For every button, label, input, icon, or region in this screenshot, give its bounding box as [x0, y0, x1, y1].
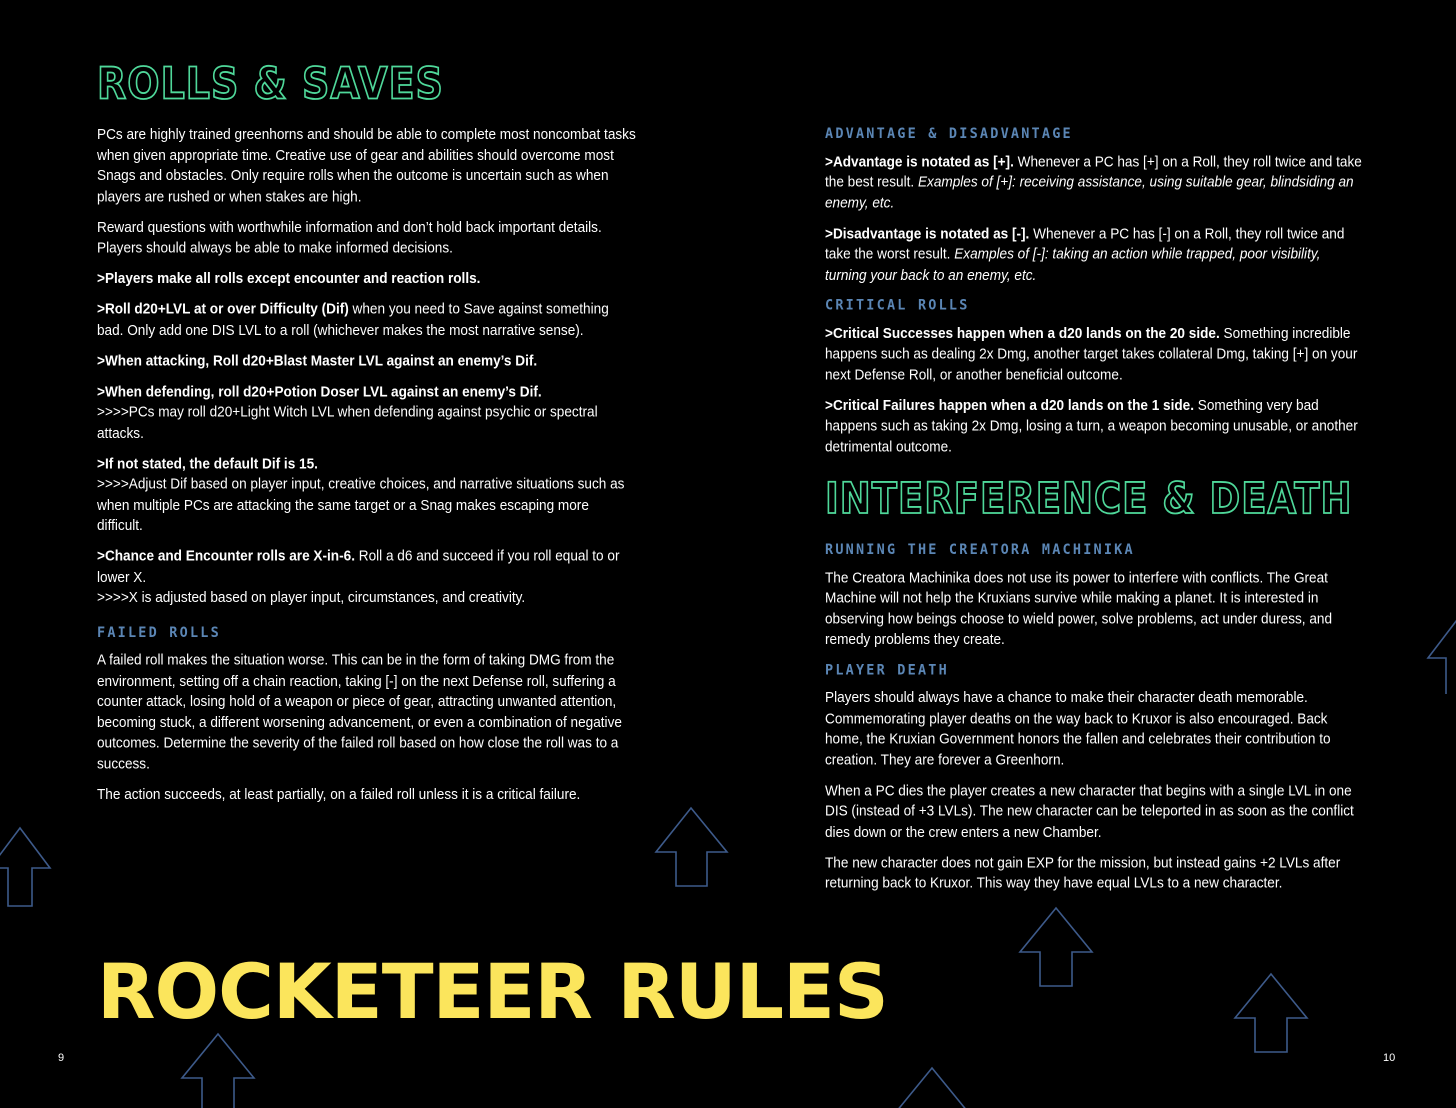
failed-rolls-subheading: FAILED ROLLS	[97, 623, 221, 641]
paragraph: >Advantage is notated as [+]. Whenever a PC has [+] on a Roll, they roll twice and take the best result. Examples of [+]: receiving assistance, using suitable gear, blindsiding an enemy, etc.	[825, 153, 1362, 211]
running-machinika-subheading: RUNNING THE CREATORA MACHINIKA	[825, 541, 1135, 559]
right-page	[728, 0, 1456, 1108]
rolls-saves-heading: ROLLS & SAVES	[97, 58, 444, 109]
right-text-column-top	[825, 124, 1365, 467]
advantage-subheading: ADVANTAGE & DISADVANTAGE	[825, 125, 1073, 143]
rocketeer-rules-title: ROCKETEER RULES	[97, 947, 888, 1036]
paragraph: The action succeeds, at least partially, on a failed roll unless it is a critical failure.	[97, 785, 581, 802]
paragraph: When a PC dies the player creates a new character that begins with a single LVL in one DIS (instead of +3 LVLs). The new character can be teleported in as soon as the conflict dies down or the crew enters a new Chamber.	[825, 782, 1354, 840]
player-death-subheading: PLAYER DEATH	[825, 661, 949, 679]
paragraph: >Roll d20+LVL at or over Difficulty (Dif) when you need to Save against something bad. Only add one DIS LVL to a roll (whichever makes the most narrative sense).	[97, 301, 609, 338]
paragraph: >Chance and Encounter rolls are X-in-6. Roll a d6 and succeed if you roll equal to or lower X. >>>>X is adjusted based on player input, circumstances, and creativity.	[97, 548, 620, 606]
critical-rolls-subheading: CRITICAL ROLLS	[825, 296, 970, 314]
paragraph: The new character does not gain EXP for the mission, but instead gains +2 LVLs after returning back to Kruxor. This way they have equal LVLs to a new character.	[825, 854, 1341, 891]
arrow-icon	[0, 826, 54, 908]
paragraph: PCs are highly trained greenhorns and should be able to complete most noncombat tasks when given appropriate time. Creative use of gear and abilities should overcome most Snags and obstacles. Only require rolls when the outcome is uncertain such as when players are rushed or when stakes are high.	[97, 126, 636, 205]
paragraph: >When defending, roll d20+Potion Doser LVL against an enemy’s Dif. >>>>PCs may roll d20+Light Witch LVL when defending against psychic or spectral attacks.	[97, 383, 598, 441]
paragraph: Reward questions with worthwhile information and don’t hold back important details. Players should always be able to make informed decisions.	[97, 218, 602, 256]
arrow-icon	[1233, 972, 1309, 1054]
arrow-icon	[1426, 614, 1456, 694]
paragraph: >If not stated, the default Dif is 15. >>>>Adjust Dif based on player input, creative choices, and narrative situations such as when multiple PCs are attacking the same target or a Snag makes escaping more difficult.	[97, 455, 625, 534]
arrow-icon	[654, 806, 730, 888]
right-text-column-bottom	[825, 540, 1365, 904]
paragraph: >Players make all rolls except encounter and reaction rolls.	[97, 270, 481, 287]
paragraph: The Creatora Machinika does not use its power to interfere with conflicts. The Great Machine will not help the Kruxians survive while making a planet. It is interested in observing how beings choose to wield power, solve problems, act under duress, and remedy problems they create.	[825, 569, 1333, 648]
page-number-right: 10	[1383, 1052, 1396, 1064]
paragraph: A failed roll makes the situation worse. This can be in the form of taking DMG from the environment, setting off a chain reaction, taking [-] on the next Defense roll, suffering a counter attack, losing hold of a weapon or piece of gear, attracting unwanted attention, becoming stuck, a different worsening advancement, or even a combination of negative outcomes. Determine the severity of the failed roll based on how close the roll was to a success.	[97, 651, 622, 772]
arrow-icon	[180, 1032, 256, 1108]
paragraph: >Disadvantage is notated as [-]. Whenever a PC has [-] on a Roll, they roll twice and take the worst result. Examples of [-]: taking an action while trapped, poor visibility, turning your back to an enemy, etc.	[825, 225, 1345, 283]
paragraph: >When attacking, Roll d20+Blast Master LVL against an enemy’s Dif.	[97, 352, 538, 369]
arrow-icon	[894, 1066, 970, 1108]
paragraph: >Critical Failures happen when a d20 lands on the 1 side. Something very bad happens such as taking 2x Dmg, losing a turn, a weapon becoming unusable, or another detrimental outcome.	[825, 396, 1358, 455]
arrow-icon	[1018, 906, 1094, 988]
left-text-column	[97, 124, 637, 815]
paragraph: Players should always have a chance to make their character death memorable. Commemorating player deaths on the way back to Kruxor is also encouraged. Back home, the Kruxian Government honors the fallen and celebrates their contribution to creation. They are forever a Greenhorn.	[825, 689, 1331, 768]
page-number-left: 9	[58, 1052, 65, 1064]
interference-death-heading: INTERFERENCE & DEATH	[825, 474, 1353, 524]
paragraph: >Critical Successes happen when a d20 lands on the 20 side. Something incredible happens such as dealing 2x Dmg, another target takes collateral Dmg, taking [+] on your next Defense Roll, or another beneficial outcome.	[825, 324, 1358, 383]
